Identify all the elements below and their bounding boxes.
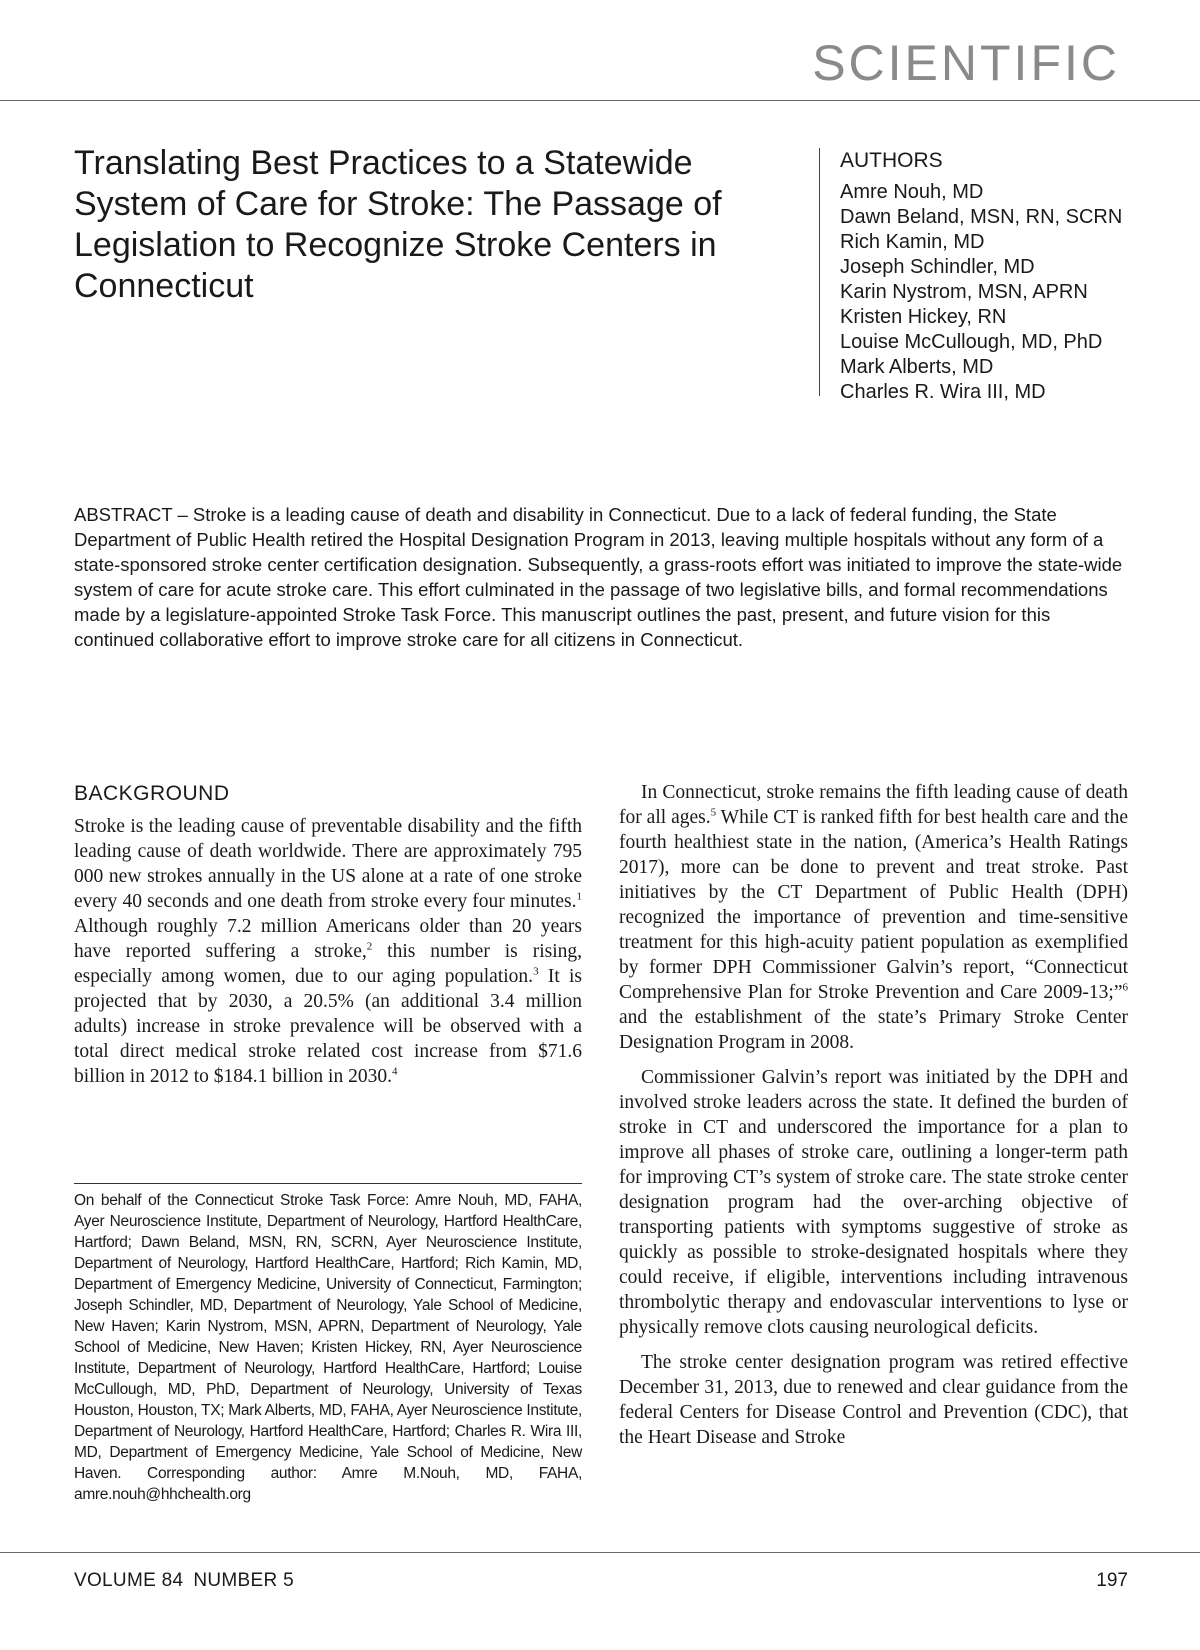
background-heading: BACKGROUND [74,782,230,805]
issue-number: NUMBER 5 [193,1570,294,1591]
author-name: Rich Kamin, MD [840,231,985,253]
citation-ref: 5 [710,806,717,819]
author-name: Louise McCullough, MD, PhD [840,331,1103,353]
article-title: Translating Best Practices to a Statewide System of Care for Stroke: The Passage of Legislation to Recognize Stroke Centers in Connecticut [74,144,722,305]
author-name: Joseph Schindler, MD [840,256,1035,278]
background-paragraph [74,814,582,1089]
text-run: Although roughly 7.2 million Americans older than 20 years have reported suffering a stroke, [74,916,582,962]
text-run: and the establishment of the state’s Primary Stroke Center Designation Program in 2008. [619,1007,1128,1053]
citation-ref: 4 [391,1065,398,1078]
authors-panel [819,148,1150,403]
text-run: Stroke is the leading cause of preventable disability and the fifth leading cause of death worldwide. There are approximately 795 000 new strokes annually in the US alone at a rate of one stroke every 40 seconds and one death from stroke every four minutes. [74,816,582,912]
text-run: While CT is ranked fifth for best health care and the fourth healthiest state in the nation, (America’s Health Ratings 2017), more can be done to prevent and treat stroke. Past initiatives by the CT Department of Public Health (DPH) recognized the importance of prevention and time-sensitive treatment for this high-acuity patient population as exemplified by former DPH Commissioner Galvin’s report, “Connecticut Comprehensive Plan for Stroke Prevention and Care 2009-13;” [619,807,1128,1003]
left-column [74,780,582,1089]
affiliation-footnote: On behalf of the Connecticut Stroke Task Force: Amre Nouh, MD, FAHA, Ayer Neuroscience Institute, Department of Neurology, Hartford HealthCare, Hartford; Dawn Beland, MSN, RN, SCRN, Ayer Neuroscience Institute, Department of Neurology, Hartford HealthCare, Hartford; Rich Kamin, MD, Department of Emergency Medicine, University of Connecticut, Farmington; Joseph Schindler, MD, Department of Neurology, Yale School of Medicine, New Haven; Karin Nystrom, MSN, APRN, Department of Neurology, Yale School of Medicine, New Haven; Kristen Hickey, RN, Ayer Neuroscience Institute, Department of Neurology, Hartford HealthCare, Hartford; Louise McCullough, MD, PhD, Department of Neurology, University of Texas Houston, Houston, TX; Mark Alberts, MD, FAHA, Ayer Neuroscience Institute, Department of Neurology, Hartford HealthCare, Hartford; Charles R. Wira III, MD, Department of Emergency Medicine, Yale School of Medicine, New Haven. Corresponding author: Amre M.Nouh, MD, FAHA, amre.nouh@hhchealth.org [74,1192,582,1503]
body-paragraph: Commissioner Galvin’s report was initiated by the DPH and involved stroke leaders across the state. It defined the burden of stroke in CT and underscored the importance for a plan to improve all phases of stroke care, outlining a longer-term path for improving CT’s system of stroke care. The state stroke center designation program had the over-arching objective of transporting patients with symptoms suggestive of stroke as quickly as possible to stroke-designated hospitals where they could receive, if eligible, interventions including intravenous thrombolytic therapy and endovascular interventions to lyse or physically remove clots causing neurological deficits. [619,1067,1128,1338]
text-run: this number is rising, especially among women, due to our aging population. [74,941,582,987]
citation-ref: 2 [366,940,373,953]
text-run: It is projected that by 2030, a 20.5% (an additional 3.4 million adults) increase in stroke prevalence will be observed with a total direct medical stroke related cost increase from $71.6 billion in 2012 to $184.1 billion in 2030. [74,966,582,1087]
abstract: ABSTRACT – Stroke is a leading cause of death and disability in Connecticut. Due to a lack of federal funding, the State Department of Public Health retired the Hospital Designation Program in 2013, leaving multiple hospitals without any form of a state-sponsored stroke center certification designation. Subsequently, a grass-roots effort was initiated to improve the state-wide system of care for acute stroke care. This effort culminated in the passage of two legislative bills, and formal recommendations made by a legislature-appointed Stroke Task Force. This manuscript outlines the past, present, and future vision for this continued collaborative effort to improve stroke care for all citizens in Connecticut. [74,504,1123,650]
authors-heading: AUTHORS [840,149,943,172]
top-divider [0,100,1200,101]
citation-ref: 3 [533,965,539,978]
author-name: Mark Alberts, MD [840,356,994,378]
footnote-divider [74,1183,582,1184]
volume-info [74,1570,304,1592]
section-label: SCIENTIFIC [812,35,1120,91]
citation-ref: 1 [576,890,582,903]
author-name: Dawn Beland, MSN, RN, SCRN [840,206,1123,228]
author-name: Kristen Hickey, RN [840,306,1007,328]
text-run: In Connecticut, stroke remains the fifth leading cause of death for all ages. [619,782,1128,828]
page-number: 197 [1096,1570,1128,1591]
right-column [619,780,1128,1460]
author-name: Charles R. Wira III, MD [840,381,1046,403]
volume-label: VOLUME 84 [74,1570,184,1591]
author-name: Karin Nystrom, MSN, APRN [840,281,1088,303]
body-paragraph: The stroke center designation program was retired effective December 31, 2013, due to renewed and clear guidance from the federal Centers for Disease Control and Prevention (CDC), that the Heart Disease and Stroke [619,1352,1128,1448]
author-name: Amre Nouh, MD [840,181,984,203]
bottom-divider [0,1552,1200,1553]
citation-ref: 6 [1122,981,1128,994]
body-paragraph [619,780,1128,1055]
